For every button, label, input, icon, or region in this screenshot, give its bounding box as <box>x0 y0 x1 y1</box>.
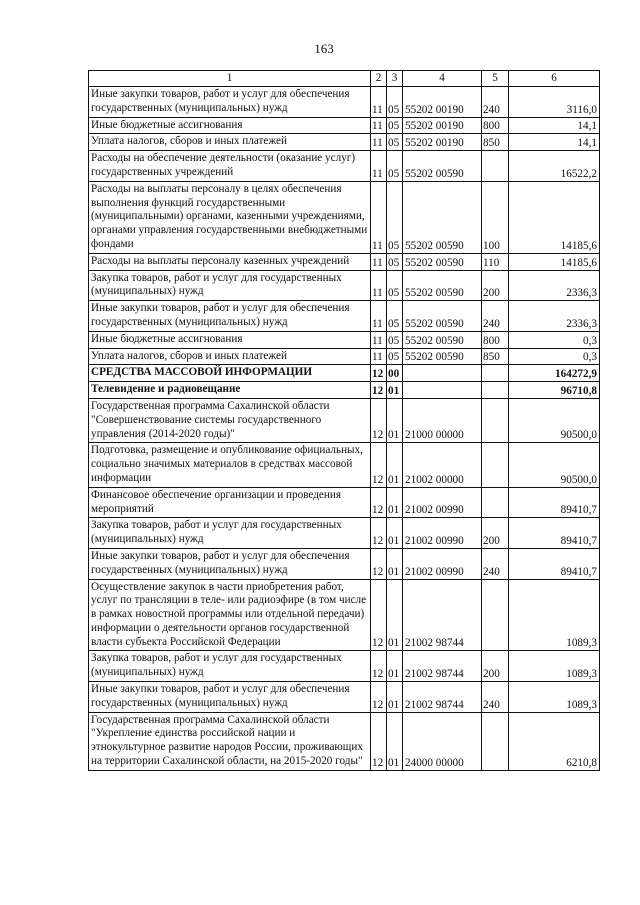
row-amount: 14185,6 <box>509 181 600 253</box>
row-section-code: 12 <box>371 712 387 770</box>
page-number: 163 <box>314 41 334 56</box>
row-subsection-code: 05 <box>387 87 403 118</box>
row-section-code: 11 <box>371 270 387 301</box>
row-expense-type: 200 <box>482 651 509 682</box>
row-expense-type <box>482 365 509 382</box>
row-expense-type <box>482 443 509 487</box>
row-subsection-code: 01 <box>387 579 403 651</box>
table-row <box>89 270 600 301</box>
row-section-code: 12 <box>371 365 387 382</box>
row-target-article: 55202 00590 <box>403 181 482 253</box>
row-expense-type <box>482 712 509 770</box>
table-row <box>89 331 600 348</box>
row-expense-type <box>482 398 509 442</box>
row-subsection-code: 01 <box>387 487 403 518</box>
row-subsection-code: 05 <box>387 134 403 151</box>
row-expense-type <box>482 382 509 399</box>
table-row <box>89 181 600 253</box>
row-target-article <box>403 382 482 399</box>
row-description: Телевидение и радиовещание <box>89 382 371 399</box>
row-amount: 3116,0 <box>509 87 600 118</box>
row-subsection-code: 05 <box>387 151 403 182</box>
row-amount: 2336,3 <box>509 270 600 301</box>
row-description: Иные закупки товаров, работ и услуг для обеспечения государственных (муниципальных) нужд <box>89 548 371 579</box>
row-target-article: 21002 00990 <box>403 487 482 518</box>
row-target-article: 55202 00590 <box>403 151 482 182</box>
row-section-code: 11 <box>371 331 387 348</box>
row-amount: 14,1 <box>509 134 600 151</box>
row-subsection-code: 05 <box>387 348 403 365</box>
table-row <box>89 651 600 682</box>
header-col-2: 2 <box>371 71 387 87</box>
row-subsection-code: 05 <box>387 301 403 332</box>
table-row <box>89 382 600 399</box>
row-expense-type: 240 <box>482 548 509 579</box>
row-expense-type: 850 <box>482 134 509 151</box>
row-subsection-code: 01 <box>387 682 403 713</box>
table-row <box>89 712 600 770</box>
row-target-article: 21002 00990 <box>403 548 482 579</box>
row-section-code: 12 <box>371 651 387 682</box>
row-target-article: 21002 98744 <box>403 682 482 713</box>
row-target-article: 55202 00190 <box>403 87 482 118</box>
row-subsection-code: 01 <box>387 548 403 579</box>
table-row <box>89 548 600 579</box>
row-target-article: 55202 00190 <box>403 134 482 151</box>
row-target-article: 55202 00590 <box>403 301 482 332</box>
row-description: Государственная программа Сахалинской области "Укрепление единства российской нации и этнокультурное развитие народов России, проживающих на территории Сахалинской области, на 2015-2020 годы" <box>89 712 371 770</box>
row-target-article <box>403 365 482 382</box>
header-col-5: 5 <box>482 71 509 87</box>
row-section-code: 12 <box>371 579 387 651</box>
row-subsection-code: 01 <box>387 443 403 487</box>
row-target-article: 21002 00000 <box>403 443 482 487</box>
row-amount: 164272,9 <box>509 365 600 382</box>
row-amount: 2336,3 <box>509 301 600 332</box>
row-amount: 16522,2 <box>509 151 600 182</box>
row-subsection-code: 05 <box>387 181 403 253</box>
row-subsection-code: 01 <box>387 398 403 442</box>
row-section-code: 12 <box>371 548 387 579</box>
table-row <box>89 117 600 134</box>
row-description: Расходы на обеспечение деятельности (оказание услуг) государственных учреждений <box>89 151 371 182</box>
row-section-code: 12 <box>371 518 387 549</box>
row-amount: 14185,6 <box>509 253 600 270</box>
header-col-6: 6 <box>509 71 600 87</box>
row-subsection-code: 01 <box>387 518 403 549</box>
row-subsection-code: 05 <box>387 253 403 270</box>
row-description: Иные бюджетные ассигнования <box>89 331 371 348</box>
row-expense-type: 800 <box>482 331 509 348</box>
header-col-1: 1 <box>89 71 371 87</box>
row-amount: 89410,7 <box>509 518 600 549</box>
row-amount: 6210,8 <box>509 712 600 770</box>
row-subsection-code: 05 <box>387 270 403 301</box>
row-section-code: 12 <box>371 487 387 518</box>
table-row <box>89 365 600 382</box>
row-expense-type: 850 <box>482 348 509 365</box>
row-expense-type: 240 <box>482 87 509 118</box>
table-row <box>89 487 600 518</box>
row-target-article: 21002 98744 <box>403 579 482 651</box>
row-description: Закупка товаров, работ и услуг для государственных (муниципальных) нужд <box>89 518 371 549</box>
row-description: Закупка товаров, работ и услуг для государственных (муниципальных) нужд <box>89 270 371 301</box>
table-row <box>89 301 600 332</box>
row-section-code: 11 <box>371 301 387 332</box>
row-section-code: 11 <box>371 117 387 134</box>
row-description: Иные закупки товаров, работ и услуг для обеспечения государственных (муниципальных) нужд <box>89 682 371 713</box>
row-amount: 89410,7 <box>509 487 600 518</box>
table-row <box>89 348 600 365</box>
row-expense-type: 200 <box>482 270 509 301</box>
row-amount: 1089,3 <box>509 682 600 713</box>
row-amount: 0,3 <box>509 331 600 348</box>
row-section-code: 11 <box>371 181 387 253</box>
row-target-article: 21000 00000 <box>403 398 482 442</box>
table-row <box>89 579 600 651</box>
row-description: Уплата налогов, сборов и иных платежей <box>89 348 371 365</box>
row-section-code: 11 <box>371 348 387 365</box>
row-expense-type: 240 <box>482 682 509 713</box>
row-section-code: 12 <box>371 682 387 713</box>
table-row <box>89 134 600 151</box>
header-col-4: 4 <box>403 71 482 87</box>
row-target-article: 21002 98744 <box>403 651 482 682</box>
row-amount: 89410,7 <box>509 548 600 579</box>
row-target-article: 55202 00190 <box>403 117 482 134</box>
row-subsection-code: 01 <box>387 651 403 682</box>
row-description: Осуществление закупок в части приобретения работ, услуг по трансляции в теле- или радиоэфире (в том числе в рамках новостной программы или отдельной передачи) информации о деятельности органов государственной власти субъекта Российской Федерации <box>89 579 371 651</box>
table-header-row <box>89 71 600 87</box>
row-section-code: 11 <box>371 151 387 182</box>
table-row <box>89 253 600 270</box>
row-section-code: 11 <box>371 253 387 270</box>
row-description: Государственная программа Сахалинской области "Совершенствование системы государственного управления (2014-2020 годы)" <box>89 398 371 442</box>
row-description: Закупка товаров, работ и услуг для государственных (муниципальных) нужд <box>89 651 371 682</box>
row-amount: 1089,3 <box>509 579 600 651</box>
row-expense-type <box>482 579 509 651</box>
row-amount: 1089,3 <box>509 651 600 682</box>
row-subsection-code: 05 <box>387 331 403 348</box>
row-target-article: 55202 00590 <box>403 270 482 301</box>
table-row <box>89 682 600 713</box>
row-expense-type: 200 <box>482 518 509 549</box>
row-amount: 0,3 <box>509 348 600 365</box>
row-description: Подготовка, размещение и опубликование официальных, социально значимых материалов в средствах массовой информации <box>89 443 371 487</box>
budget-table <box>88 70 600 771</box>
row-description: Иные закупки товаров, работ и услуг для обеспечения государственных (муниципальных) нужд <box>89 301 371 332</box>
row-description: Расходы на выплаты персоналу в целях обеспечения выполнения функций государственными (муниципальными) органами, казенными учреждениями, органами управления государственными внебюджетными фондами <box>89 181 371 253</box>
row-description: Финансовое обеспечение организации и проведения мероприятий <box>89 487 371 518</box>
row-expense-type: 110 <box>482 253 509 270</box>
row-target-article: 55202 00590 <box>403 348 482 365</box>
row-expense-type <box>482 151 509 182</box>
row-subsection-code: 05 <box>387 117 403 134</box>
row-subsection-code: 01 <box>387 712 403 770</box>
row-subsection-code: 00 <box>387 365 403 382</box>
row-target-article: 21002 00990 <box>403 518 482 549</box>
row-target-article: 24000 00000 <box>403 712 482 770</box>
row-expense-type: 100 <box>482 181 509 253</box>
row-amount: 96710,8 <box>509 382 600 399</box>
table-body <box>89 87 600 771</box>
row-amount: 90500,0 <box>509 398 600 442</box>
row-target-article: 55202 00590 <box>403 331 482 348</box>
row-description: Расходы на выплаты персоналу казенных учреждений <box>89 253 371 270</box>
table-row <box>89 518 600 549</box>
row-description: Иные закупки товаров, работ и услуг для обеспечения государственных (муниципальных) нужд <box>89 87 371 118</box>
row-expense-type: 240 <box>482 301 509 332</box>
row-amount: 90500,0 <box>509 443 600 487</box>
header-col-3: 3 <box>387 71 403 87</box>
row-section-code: 11 <box>371 134 387 151</box>
table-row <box>89 443 600 487</box>
row-section-code: 11 <box>371 87 387 118</box>
row-amount: 14,1 <box>509 117 600 134</box>
row-expense-type: 800 <box>482 117 509 134</box>
table-row <box>89 151 600 182</box>
row-description: Иные бюджетные ассигнования <box>89 117 371 134</box>
row-expense-type <box>482 487 509 518</box>
row-description: СРЕДСТВА МАССОВОЙ ИНФОРМАЦИИ <box>89 365 371 382</box>
row-section-code: 12 <box>371 443 387 487</box>
row-section-code: 12 <box>371 398 387 442</box>
table-row <box>89 398 600 442</box>
row-section-code: 12 <box>371 382 387 399</box>
row-subsection-code: 01 <box>387 382 403 399</box>
row-description: Уплата налогов, сборов и иных платежей <box>89 134 371 151</box>
table-row <box>89 87 600 118</box>
row-target-article: 55202 00590 <box>403 253 482 270</box>
